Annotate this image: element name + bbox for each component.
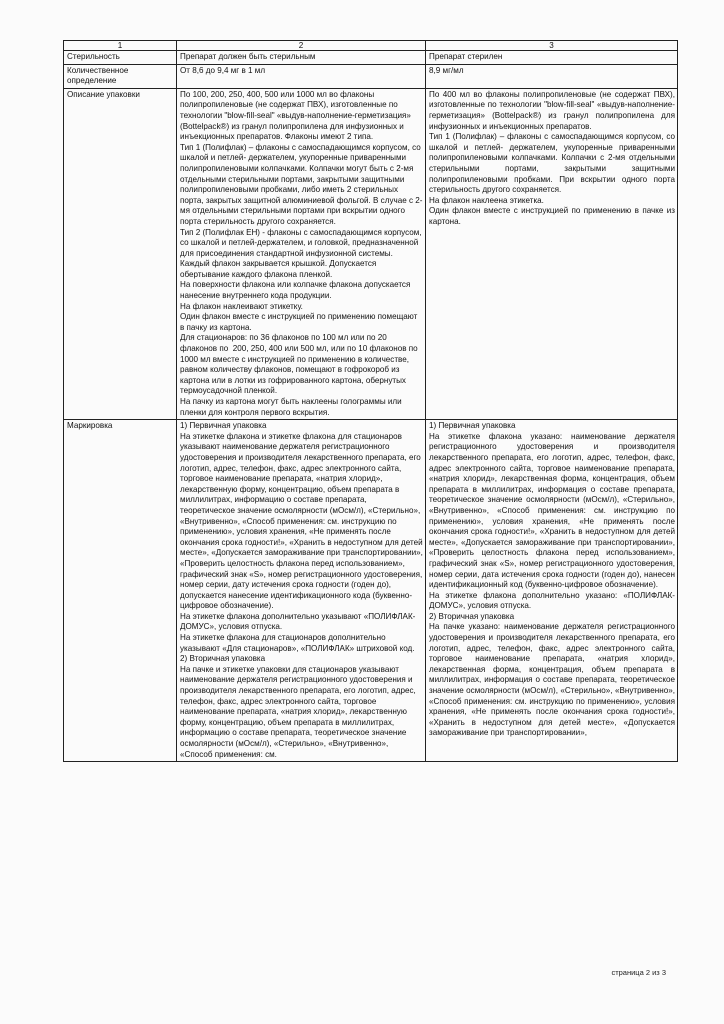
requirement-cell: По 100, 200, 250, 400, 500 или 1000 мл во флаконы полипропиленовые (не содержат ПВХ), изготовленные по технологии "blow-fill-seal" «выдув-наполнение-герметизация» (Bottelpack®) из гранул полипропилена для инфузионных и инъекционных препаратов. Флаконы имеют 2 типа. Тип 1 (Полифлак) – флаконы с самоспадающимся корпусом, со шкалой и петлей- держателем, укупоренные приваренными полипропиленовыми колпачками. Колпачки могут быть с 2-мя отдельными стерильными портами, закрытыми защитными полипропиленовыми пробками, либо иметь 2 стерильных порта, закрытых защитной алюминиевой фольгой. В случае с 2-мя отдельными стерильными портами при вскрытии одного порта стерильность другого сохраняется. Тип 2 (Полифлак ЕН) - флаконы с самоспадающимся корпусом, со шкалой и петлей-держателем, и головкой, предназначенной для присоединения стандартной инфузионной системы. Каждый флакон закрывается крышкой. Допускается обертывание каждого флакона пленкой. На поверхности флакона или колпачке флакона допускается нанесение внутреннего кода продукции. На флакон наклеивают этикетку. Один флакон вместе с инструкцией по применению помещают в пачку из картона. Для стационаров: по 36 флаконов по 100 мл или по 20 флаконов по 200, 250, 400 или 500 мл, или по 10 флаконов по 1000 мл вместе с инструкцией по применению в количестве, равном количеству флаконов, помещают в гофрокороб из картона или в лотки из гофрированного картона, обернутых термоусадочной пленкой. На пачку из картона могут быть наклеены голограммы или пленки для контроля первого вскрытия. — [177, 88, 426, 419]
param-cell: Описание упаковки — [64, 88, 177, 419]
table-row-assay — [64, 64, 678, 88]
table-row-labeling — [64, 420, 678, 762]
param-cell: Стерильность — [64, 51, 177, 65]
result-cell: 8,9 мг/мл — [426, 64, 678, 88]
param-cell: Количественное определение — [64, 64, 177, 88]
column-header-2: 2 — [177, 41, 426, 51]
table-row-sterility — [64, 51, 678, 65]
result-cell: Препарат стерилен — [426, 51, 678, 65]
page-number: страница 2 из 3 — [611, 968, 666, 977]
requirement-cell: Препарат должен быть стерильным — [177, 51, 426, 65]
result-cell: 1) Первичная упаковка На этикетке флакона указано: наименование держателя регистрационного удостоверения и производителя лекарственного препарата, его логотип, адрес, телефон, факс, адрес электронного сайта, торговое наименование препарата, «натрия хлорид», лекарственная форма, концентрация, объем препарата в миллилитрах, информация о составе препарата, теоретическое значение осмолярности (мОсм/л), «Стерильно», «Внутривенно», «Способ применения: см. инструкцию по применению», условия хранения, «Не применять после окончания срока годности!», «Хранить в недоступном для детей месте», «Допускается замораживание при транспортировании», «Проверить целостность флакона перед использованием», графический знак «S», номер регистрационного удостоверения, номер серии, дата истечения срока годности (годен до), нанесен идентификационный код (буквенно-цифровое обозначение). На этикетке флакона дополнительно указано: «ПОЛИФЛАК-ДОМУС», условия отпуска. 2) Вторичная упаковка На пачке указано: наименование держателя регистрационного удостоверения и производителя лекарственного препарата, его логотип, адрес, телефон, факс, адрес электронного сайта, торговое наименование препарата, «натрия хлорид», лекарственная форма, концентрация, объем препарата в миллилитрах, информация о составе препарата, теоретическое значение осмолярности (мОсм/л), «Стерильно», «Внутривенно», «Способ применения: см. инструкцию по применению», условия хранения, «Не применять после окончания срока годности!», «Хранить в недоступном для детей месте», «Допускается замораживание при транспортировании», — [426, 420, 678, 762]
param-cell: Маркировка — [64, 420, 177, 762]
specification-table — [63, 40, 678, 762]
table-row-packaging — [64, 88, 678, 419]
column-header-1: 1 — [64, 41, 177, 51]
column-header-3: 3 — [426, 41, 678, 51]
result-cell: По 400 мл во флаконы полипропиленовые (не содержат ПВХ), изготовленные по технологии "blow-fill-seal" «выдув-наполнение-герметизация» (Bottelpack®) из гранул полипропилена для инфузионных и инъекционных препаратов. Тип 1 (Полифлак) – флаконы с самоспадающимся корпусом, со шкалой и петлей- держателем, укупоренные приваренными полипропиленовыми колпачками. Колпачки с 2-мя отдельными стерильными портами, закрытыми защитными полипропиленовыми пробками. При вскрытии одного порта стерильность другого сохраняется. На флакон наклеена этикетка. Один флакон вместе с инструкцией по применению в пачке из картона. — [426, 88, 678, 419]
table-header-row — [64, 41, 678, 51]
requirement-cell: 1) Первичная упаковка На этикетке флакона и этикетке флакона для стационаров указывают наименование держателя регистрационного удостоверения и производителя лекарственного препарата, его логотип, адрес, телефон, факс, адрес электронного сайта, торговое наименование препарата, «натрия хлорид», лекарственную форму, концентрацию, объем препарата в миллилитрах, информацию о составе препарата, теоретическое значение осмолярности (мОсм/л), «Стерильно», «Внутривенно», «Способ применения: см. инструкцию по применению», условия хранения, «Не применять после окончания срока годности!», «Хранить в недоступном для детей месте», «Допускается замораживание при транспортировании», «Проверить целостность флакона перед использованием», графический знак «S», номер регистрационного удостоверения, номер серии, дату истечения срока годности (годен до), допускается нанесение идентификационного кода (буквенно-цифровое обозначение). На этикетке флакона дополнительно указывают «ПОЛИФЛАК-ДОМУС», условия отпуска. На этикетке флакона для стационаров дополнительно указывают «Для стационаров», «ПОЛИФЛАК» штриховой код. 2) Вторичная упаковка На пачке и этикетке упаковки для стационаров указывают наименование держателя регистрационного удостоверения и производителя лекарственного препарата, его логотип, адрес, телефон, факс, адрес электронного сайта, торговое наименование препарата, «натрия хлорид», лекарственную форму, концентрацию, объем препарата в миллилитрах, информацию о составе препарата, теоретическое значение осмолярности (мОсм/л), «Стерильно», «Внутривенно», «Способ применения: см. — [177, 420, 426, 762]
requirement-cell: От 8,6 до 9,4 мг в 1 мл — [177, 64, 426, 88]
